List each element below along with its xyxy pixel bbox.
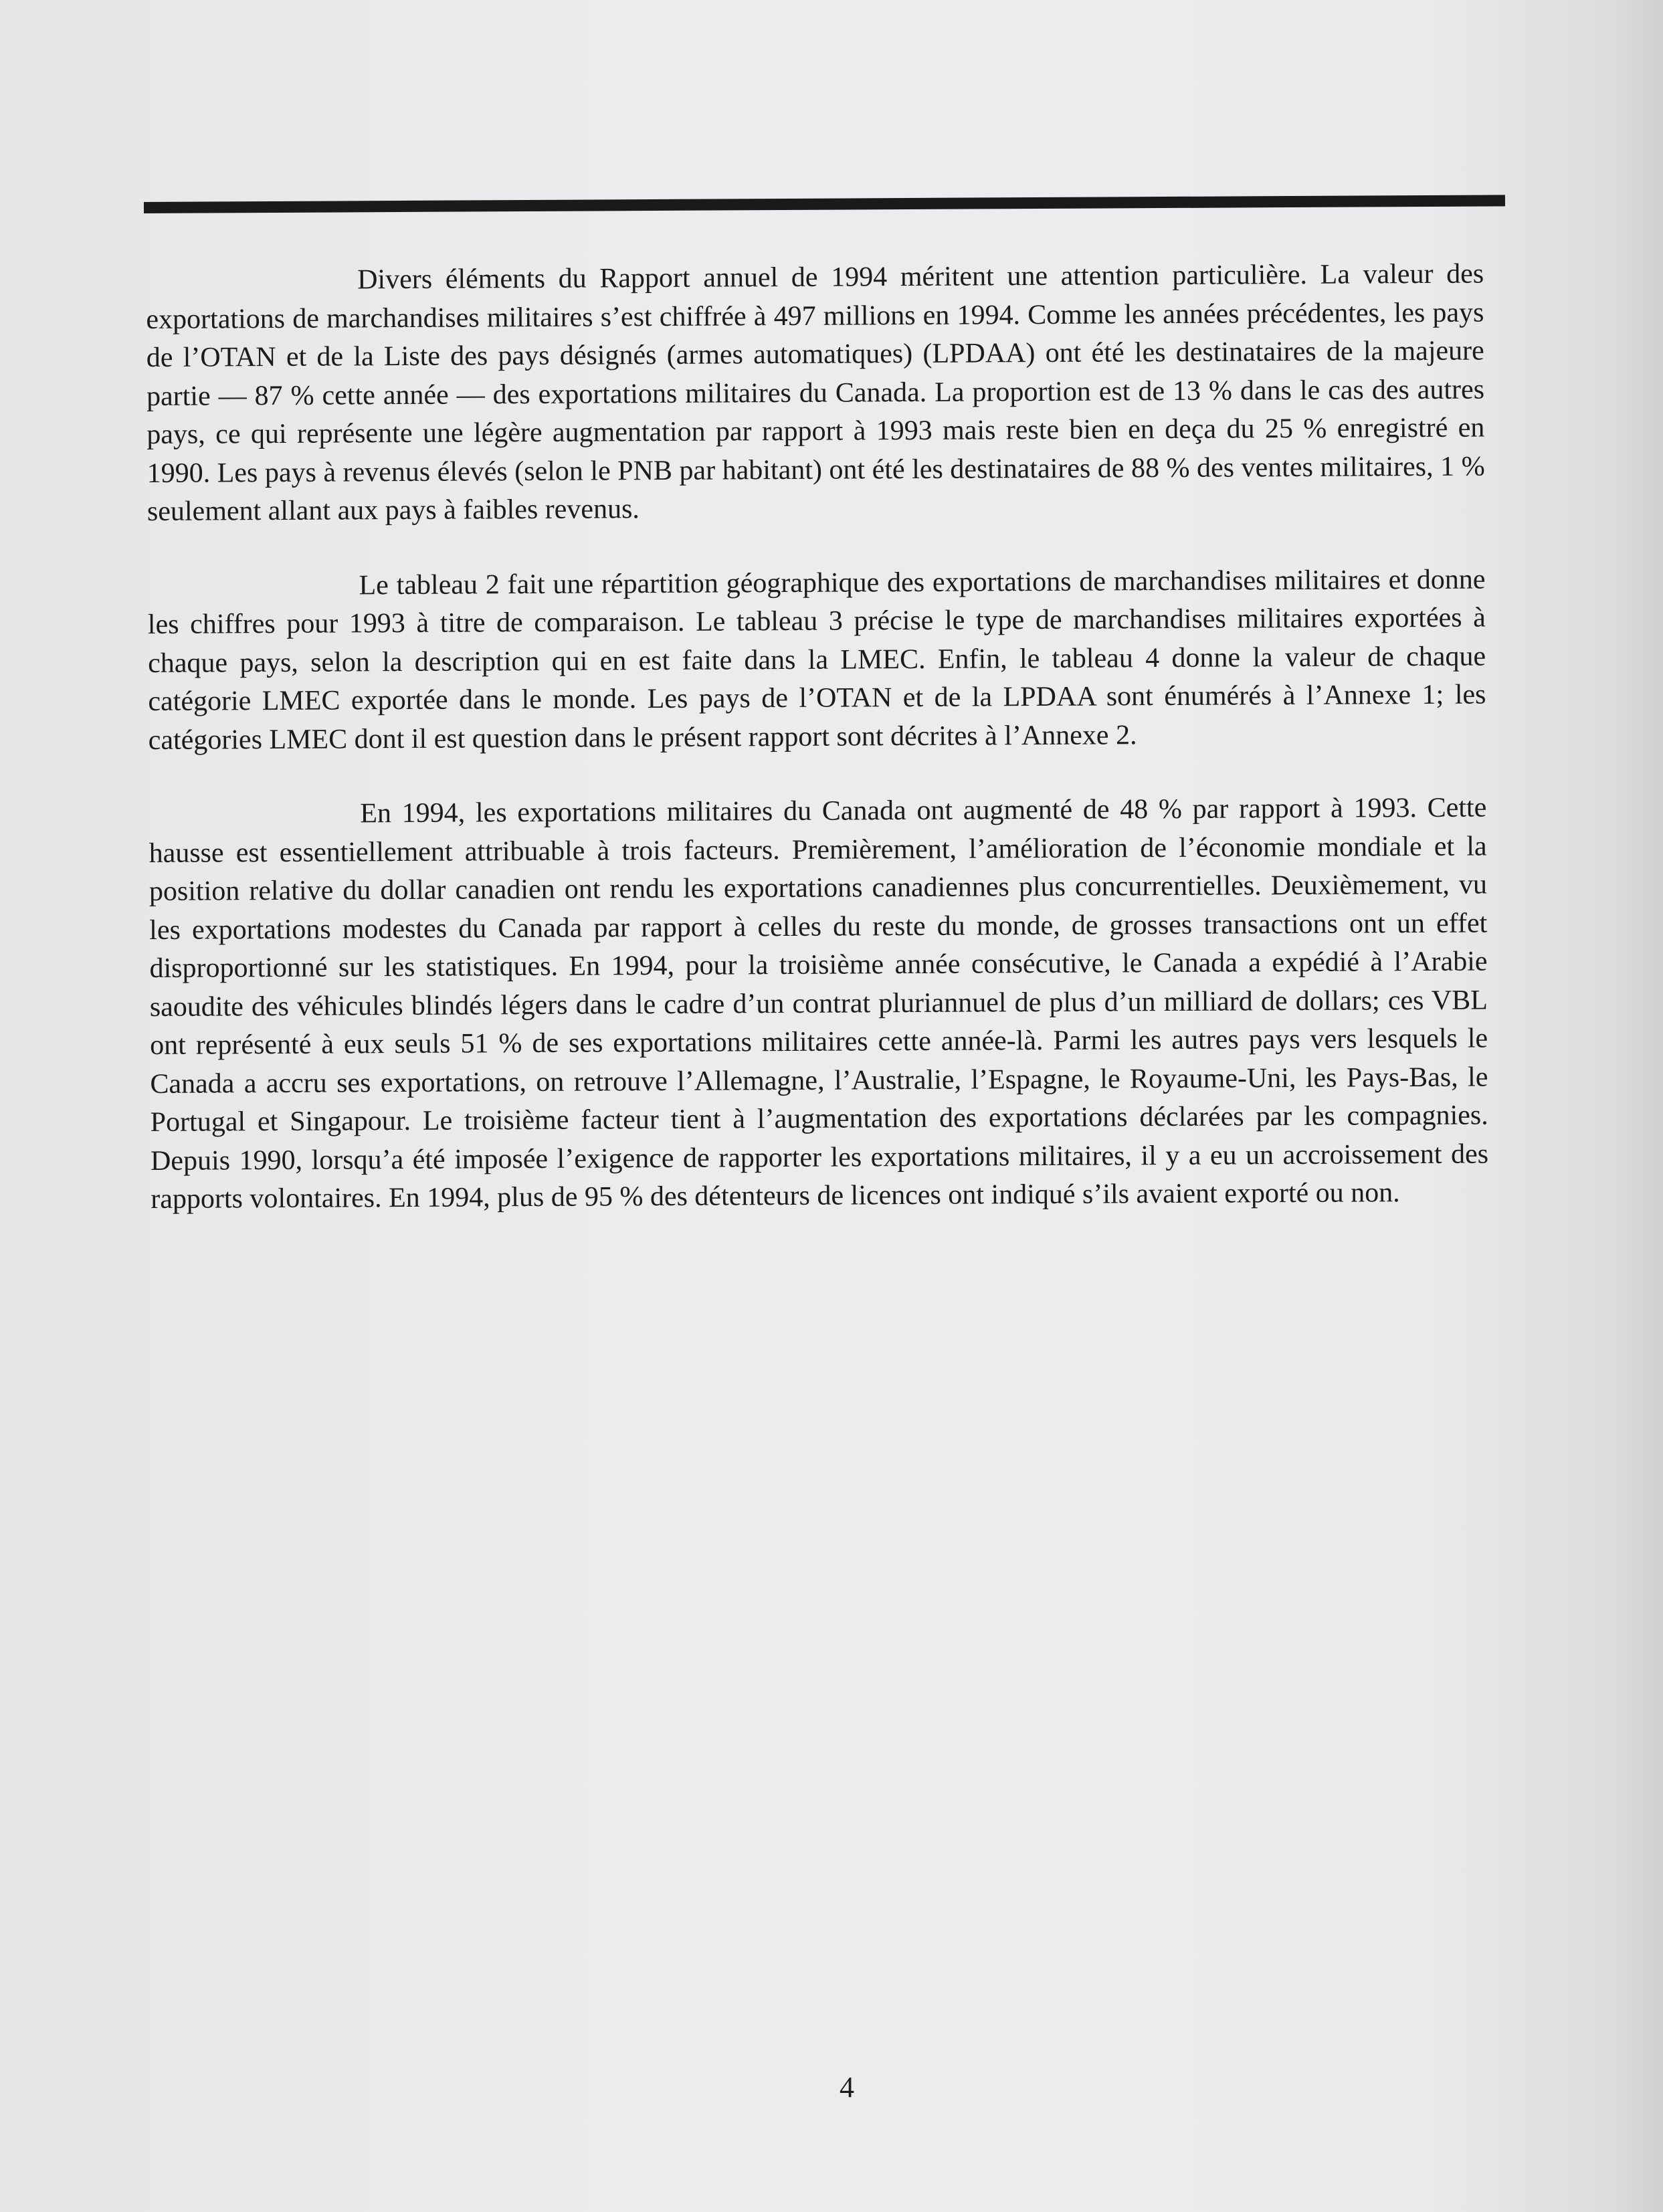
paragraph-1: Divers éléments du Rapport annuel de 1994 méritent une attention particulière. La valeur des exportations de marchandises militaires s’est chiffrée à 497 millions en 1994. Comme les années précédentes, les pays de l’OTAN et de la Liste des pays désignés (armes automatiques) (LPDAA) ont été les destinataires de la majeure partie — 87 % cette année — des exportations militaires du Canada. La proportion est de 13 % dans le cas des autres pays, ce qui représente une légère augmentation par rapport à 1993 mais reste bien en deça du 25 % enregistré en 1990. Les pays à revenus élevés (selon le PNB par habitant) ont été les destinataires de 88 % des ventes militaires, 1 % seulement allant aux pays à faibles revenus. xyxy=(146,258,1485,527)
page-number: 4 xyxy=(840,2071,854,2104)
header-rule xyxy=(144,195,1505,213)
body-text xyxy=(146,256,1489,1255)
paragraph-3: En 1994, les exportations militaires du Canada ont augmenté de 48 % par rapport à 1993. Cette hausse est essentiellement attribuable à trois facteurs. Premièrement, l’amélioration de l’économie mondiale et la position relative du dollar canadien ont rendu les exportations canadiennes plus concurrentielles. Deuxièmement, vu les exportations modestes du Canada par rapport à celles du reste du monde, de grosses transactions ont un effet disproportionné sur les statistiques. En 1994, pour la troisième année consécutive, le Canada a expédié à l’Arabie saoudite des véhicules blindés légers dans le cadre d’un contrat pluriannuel de plus d’un milliard de dollars; ces VBL ont représenté à eux seuls 51 % de ses exportations militaires cette année-là. Parmi les autres pays vers lesquels le Canada a accru ses exportations, on retrouve l’Allemagne, l’Australie, l’Espagne, le Royaume-Uni, les Pays-Bas, le Portugal et Singapour. Le troisième facteur tient à l’augmentation des exportations déclarées par les compagnies. Depuis 1990, lorsqu’a été imposée l’exigence de rapporter les exportations militaires, il y a eu un accroissement des rapports volontaires. En 1994, plus de 95 % des détenteurs de licences ont indiqué s’ils avaient exporté ou non. xyxy=(149,792,1489,1215)
paragraph-2: Le tableau 2 fait une répartition géographique des exportations de marchandises militaires et donne les chiffres pour 1993 à titre de comparaison. Le tableau 3 précise le type de marchandises militaires exportées à chaque pays, selon la description qui en est faite dans la LMEC. Enfin, le tableau 4 donne la valeur de chaque catégorie LMEC exportée dans le monde. Les pays de l’OTAN et de la LPDAA sont énumérés à l’Annexe 1; les catégories LMEC dont il est question dans le présent rapport sont décrites à l’Annexe 2. xyxy=(147,564,1486,756)
